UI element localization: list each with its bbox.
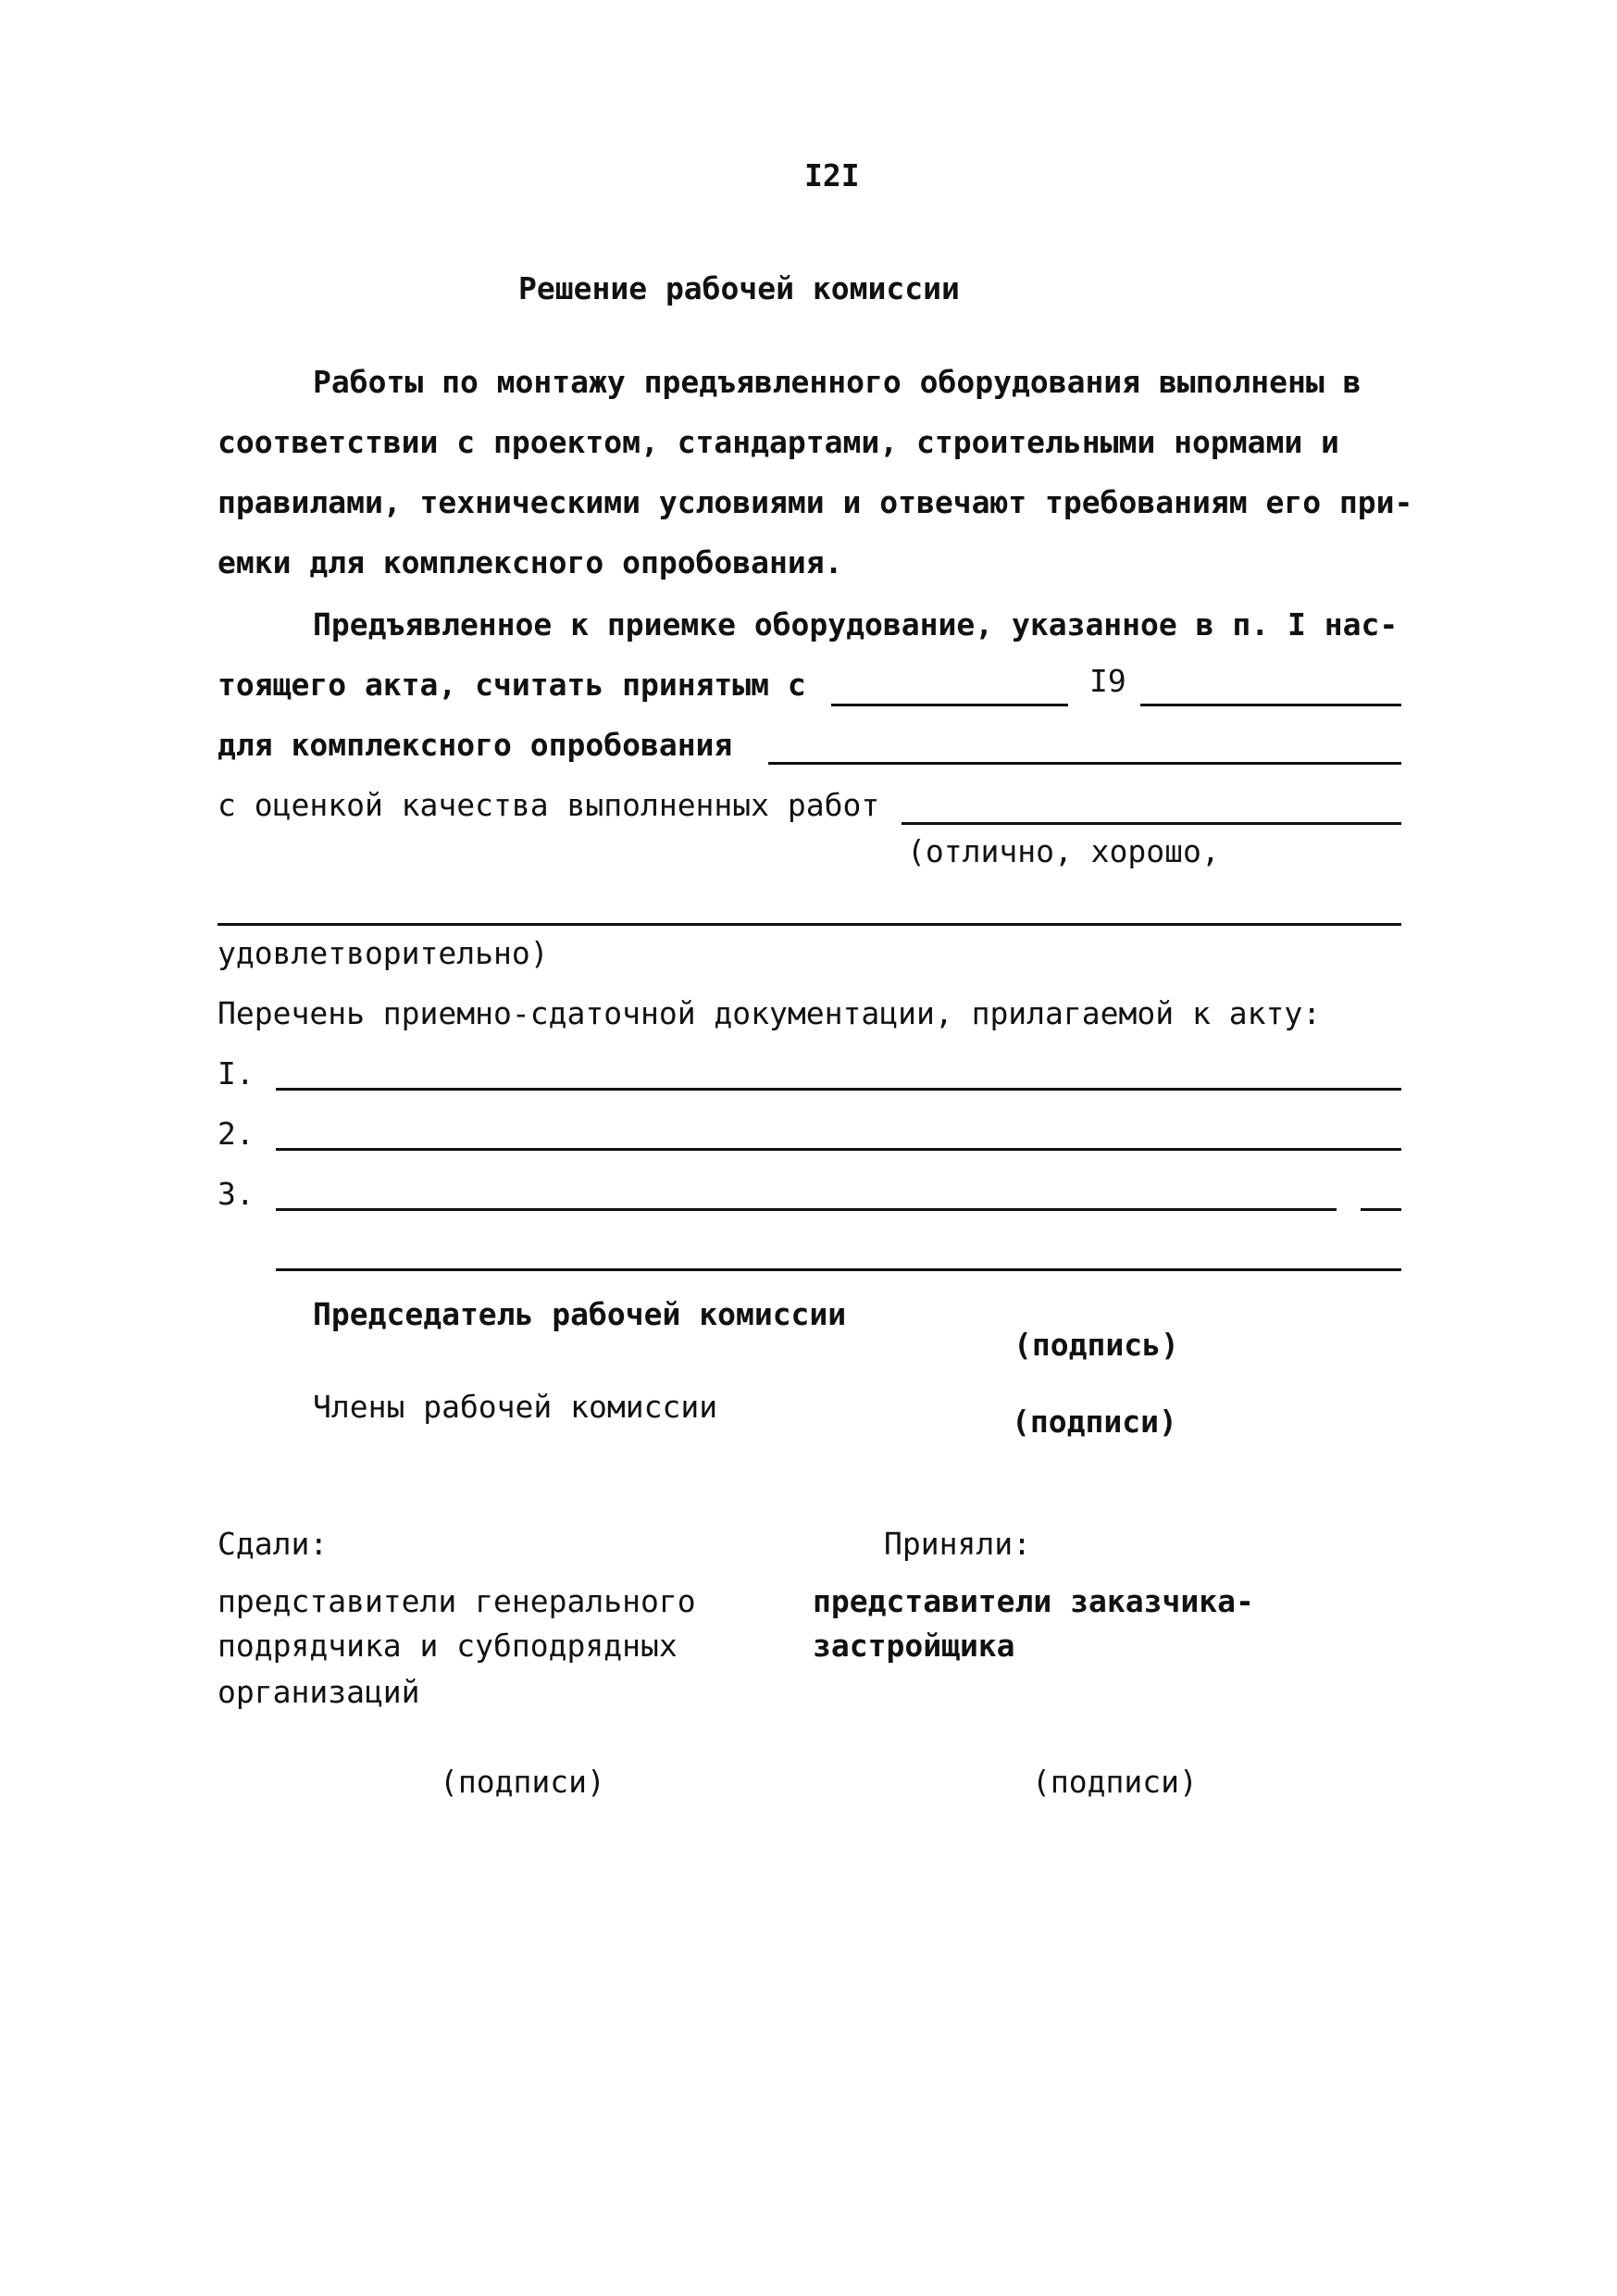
doc-list-heading: Перечень приемно-сдаточной документации, прилагаемой к акту: <box>218 995 1322 1031</box>
paragraph1-line2: соответствии с проектом, стандартами, строительными нормами и <box>218 424 1339 460</box>
quality-hint-2: удовлетворительно) <box>218 935 549 971</box>
handed-over-text-2: подрядчика и субподрядных <box>218 1628 678 1664</box>
paragraph2-line1: Предъявленное к приемке оборудование, указанное в п. I нас- <box>313 606 1399 643</box>
paragraph1-line1: Работы по монтажу предъявленного оборудования выполнены в <box>313 364 1362 400</box>
accepted-signature-hint: (подписи) <box>1032 1764 1198 1800</box>
doc-item-3-line-end[interactable] <box>1361 1208 1401 1211</box>
doc-extra-line[interactable] <box>276 1268 1401 1271</box>
handed-over-title: Сдали: <box>218 1526 329 1562</box>
section-title: Решение рабочей комиссии <box>518 270 960 306</box>
page-number: I2I <box>804 157 860 193</box>
paragraph1-line4: емки для комплексного опробования. <box>218 544 843 580</box>
handed-over-text-1: представители генерального <box>218 1583 696 1619</box>
accepted-text-2: застройщика <box>813 1628 1015 1664</box>
testing-line[interactable] <box>768 762 1401 765</box>
chairman-label: Председатель рабочей комиссии <box>313 1296 847 1332</box>
quality-continuation-line[interactable] <box>218 923 1401 926</box>
quality-label: с оценкой качества выполненных работ <box>218 787 880 823</box>
doc-item-1-line[interactable] <box>276 1088 1401 1091</box>
members-signature-hint: (подписи) <box>1012 1404 1177 1440</box>
handed-over-signature-hint: (подписи) <box>440 1764 605 1800</box>
accepted-date-label: тоящего акта, считать принятым с <box>218 667 806 703</box>
accepted-title: Приняли: <box>884 1526 1031 1562</box>
year-prefix: I9 <box>1089 663 1126 699</box>
quality-hint-1: (отлично, хорошо, <box>907 833 1220 869</box>
quality-line[interactable] <box>902 822 1401 825</box>
date-day-month-line[interactable] <box>831 704 1068 706</box>
date-year-line[interactable] <box>1140 704 1401 706</box>
handed-over-text-3: организаций <box>218 1674 420 1710</box>
doc-item-3-number: 3. <box>218 1176 255 1212</box>
doc-item-2-line[interactable] <box>276 1148 1401 1151</box>
paragraph1-line3: правилами, техническими условиями и отвечают требованиям его при- <box>218 484 1413 520</box>
doc-item-1-number: I. <box>218 1055 255 1092</box>
accepted-text-1: представители заказчика- <box>813 1583 1254 1619</box>
members-label: Члены рабочей комиссии <box>313 1389 718 1425</box>
doc-item-2-number: 2. <box>218 1116 255 1152</box>
testing-label: для комплексного опробования <box>218 727 733 763</box>
chairman-signature-hint: (подпись) <box>1014 1327 1179 1363</box>
doc-item-3-line[interactable] <box>276 1208 1337 1211</box>
